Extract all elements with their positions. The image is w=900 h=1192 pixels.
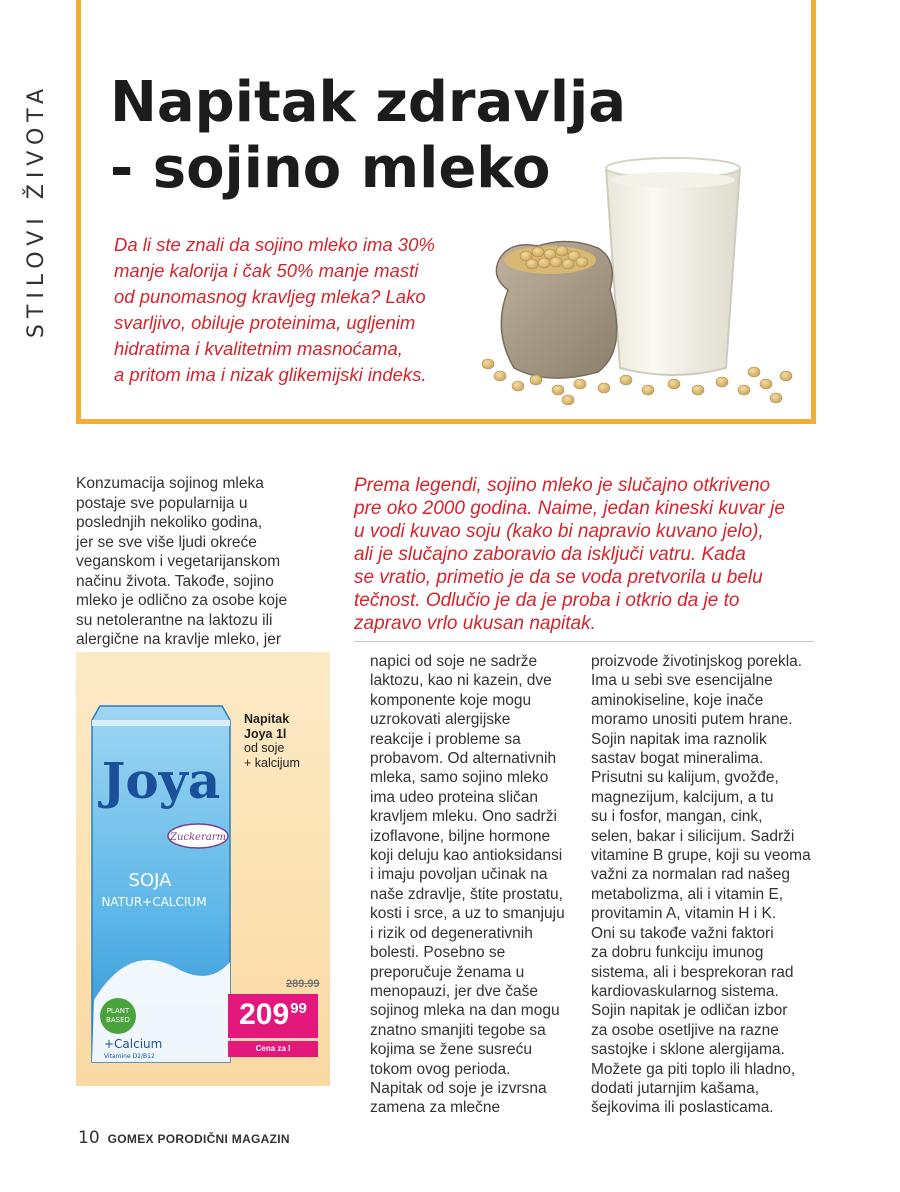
title-line: - sojino mleko [110,136,551,201]
text-line: reakcije i probleme sa [370,730,521,748]
text-line: magnezijum, kalcijum, a tu [591,788,774,806]
text-line: kojima se žene susreću [370,1041,532,1059]
product-name-line: Joya 1l [244,726,287,741]
column2-text [370,652,566,1118]
intro-text [114,232,474,388]
text-line: Možete ga piti toplo ili hladno, [591,1060,796,1078]
text-line: alergične na kravlje mleko, jer [76,631,282,648]
text-line: ima udeo proteina sličan [370,788,539,806]
text-line: sastav bogat mineralima. [591,750,764,768]
page-footer [78,1128,290,1148]
text-line: bolesti. Posebno se [370,944,506,962]
intro-line: od punomasnog kravljeg mleka? Lako [114,286,426,307]
text-line: znatno smanjiti tegobe sa [370,1021,546,1039]
soy-milk-illustration [478,150,808,412]
text-line: koji deluju kao antioksidansi [370,847,563,865]
pack-brand: Joya [101,751,221,810]
text-line: napici od soje ne sadrže [370,653,538,670]
intro-line: manje kalorija i čak 50% manje masti [114,260,419,281]
quote-line: ali je slučajno zaboravio da isključi vatru. Kada [354,544,746,565]
joya-soy-milk-pack [90,700,232,1070]
text-line: komponente koje mogu [370,691,532,709]
text-line: šejkovima ili poslasticama. [591,1099,774,1117]
text-line: sistema, ali i besprekoran rad [591,963,794,981]
product-name [244,712,328,770]
quote-line: Prema legendi, sojino mleko je slučajno otkriveno [354,475,771,496]
text-line: Prisutni su kalijum, gvožđe, [591,769,779,787]
magazine-name: GOMEX PORODIČNI MAGAZIN [107,1132,290,1146]
text-line: preporučuje ženama u [370,963,525,981]
price-cents: 99 [290,1000,307,1017]
text-line: uzrokovati alergijske [370,711,511,729]
text-line: mleko je odlično za osobe koje [76,592,288,609]
text-line: Sojin napitak ima raznolik [591,730,767,748]
quote-line: pre oko 2000 godina. Naime, jedan kineski kuvar je [354,498,785,519]
text-line: Napitak od soje je izvrsna [370,1079,547,1097]
text-line: sojinog mleka na dan mogu [370,1002,560,1020]
section-label-text: STILOVI ŽIVOTA [24,82,50,338]
text-line: izoflavone, biljne hormone [370,827,551,845]
quote-line: u vodi kuvao soju (kako bi napravio kuvano jelo), [354,521,764,542]
text-line: postaje sve popularnija u [76,494,248,512]
intro-line: Da li ste znali da sojino mleko ima 30% [114,234,435,255]
pack-line2: NATUR+CALCIUM [101,895,207,909]
text-line: naše zdravlje, štite prostatu, [370,885,563,903]
column1-text [76,474,308,650]
text-line: selen, bakar i silicijum. Sadrži [591,827,795,845]
text-line: proizvode životinjskog porekla. [591,653,803,670]
text-line: vitamine B grupe, koji su veoma [591,847,811,865]
text-line: aminokiseline, koje inače [591,691,764,709]
pack-plant-2: BASED [106,1016,130,1024]
text-line: metabolizma, ali i vitamin E, [591,885,784,903]
text-line: su i fosfor, mangan, cink, [591,808,763,826]
column3-text [591,652,817,1118]
pack-vitamins: Vitamine D2/B12 [104,1053,155,1060]
text-line: zamena za mlečne [370,1099,501,1117]
pack-line1: SOJA [128,870,172,891]
text-line: Konzumacija sojinog mleka [76,475,264,492]
quote-line: se vratio, primetio je da se voda pretvorila u belu [354,567,763,588]
text-line: su netolerantne na laktozu ili [76,611,273,629]
quote-line: zapravo vrlo ukusan napitak. [354,613,596,634]
intro-line: hidratima i kvalitetnim masnoćama, [114,338,403,359]
price-main: 209 [239,998,290,1031]
intro-line: svarljivo, obiluje proteinima, ugljenim [114,312,416,333]
old-price: 289.99 [286,978,320,990]
text-line: menopauzi, jer dve čaše [370,982,539,1000]
price-note: Cena za l [228,1041,318,1057]
text-line: kosti i srce, a uz to smanjuju [370,905,565,923]
legend-quote [354,474,824,635]
text-line: laktozu, kao ni kazein, dve [370,672,552,690]
text-line: moramo unositi putem hrane. [591,711,793,729]
text-line: probavom. Od alternativnih [370,750,557,768]
text-line: i imaju povoljan učinak na [370,866,548,884]
text-line: poslednjih nekoliko godina, [76,514,263,531]
title-line: Napitak zdravlja [110,70,627,135]
text-line: načinu života. Takođe, sojino [76,572,274,590]
pack-badge: Zuckerarm [170,832,226,843]
product-name-line: od soje [244,741,285,755]
intro-line: a pritom ima i nizak glikemijski indeks. [114,364,427,385]
text-line: kardiovaskularnog sistema. [591,982,779,1000]
text-line: kravljem mleku. Ono sadrži [370,808,557,826]
quote-line: tečnost. Odlučio je da je proba i otkrio da je to [354,590,740,611]
page-number: 10 [78,1128,100,1148]
glass-icon [606,161,740,375]
text-line: tokom ovog perioda. [370,1060,511,1078]
text-line: jer se sve više ljudi okreće [76,533,257,551]
text-line: mleka, samo sojino mleko [370,769,549,787]
text-line: provitamin A, vitamin H i K. [591,905,777,923]
pack-plant-1: PLANT [106,1007,130,1015]
text-line: i rizik od degenerativnih [370,924,533,942]
text-line: Sojin napitak je odličan izbor [591,1002,788,1020]
text-line: dodati jutarnjim kašama, [591,1079,759,1097]
product-name-line: + kalcijum [244,755,300,770]
text-line: Ima u sebi sve esencijalne [591,672,773,690]
price-tag [228,994,318,1038]
product-name-line: Napitak [244,712,290,726]
text-line: važni za normalan rad našeg [591,866,791,884]
quote-divider [354,641,814,642]
text-line: sastojke i sklone alergijama. [591,1041,785,1059]
pack-calcium: +Calcium [104,1037,163,1051]
text-line: veganskom i vegetarijanskom [76,553,281,570]
text-line: za dobru funkciju imunog [591,944,764,962]
text-line: Oni su takođe važni faktori [591,924,774,942]
section-label [22,60,52,360]
text-line: za osobe osetljive na razne [591,1021,779,1039]
